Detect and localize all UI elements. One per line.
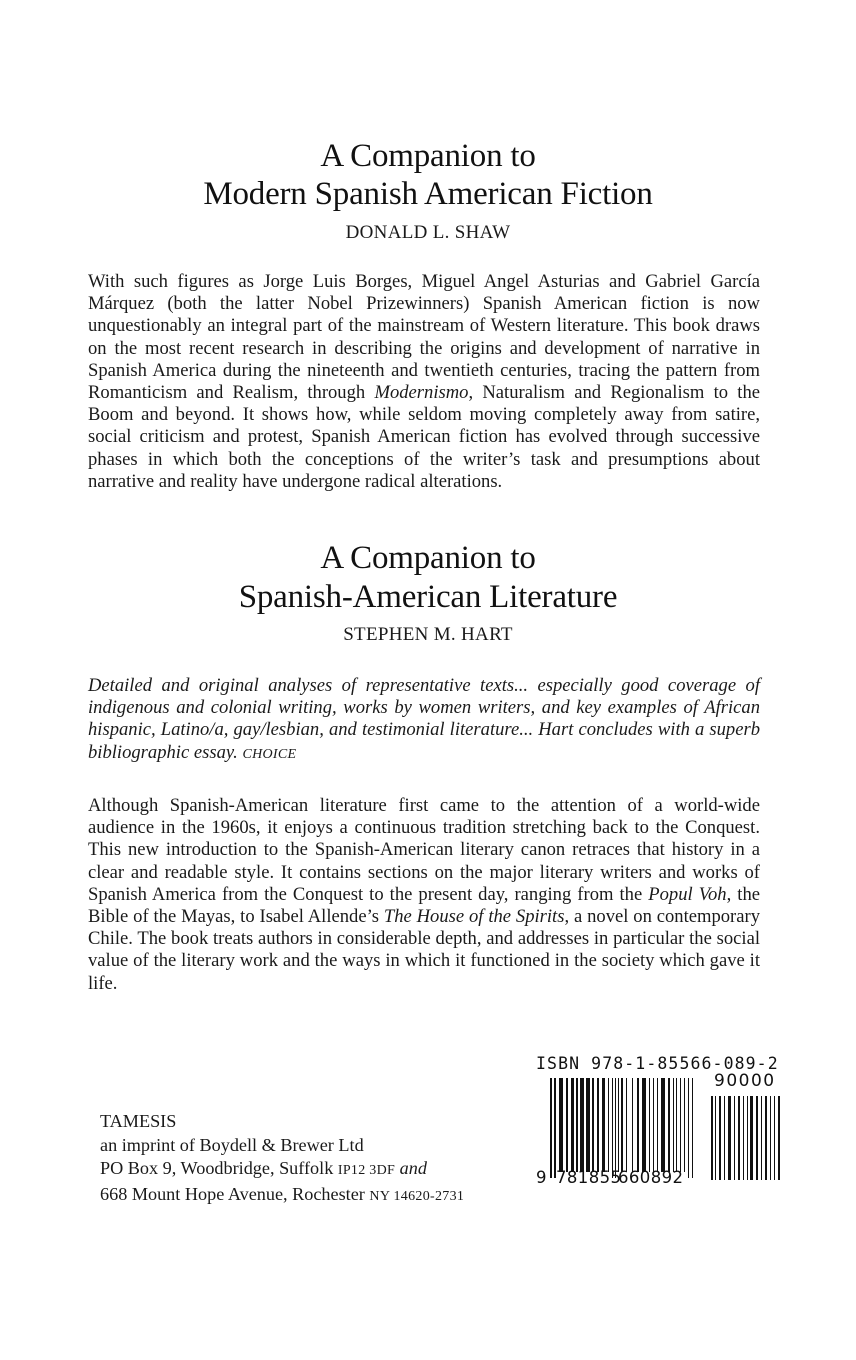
book1-description-text: With such figures as Jorge Luis Borges, Miguel Angel Asturias and Gabriel García Márquez (both the latter Nobel Prizewinners) Spanish American fiction is now unquestionably an integral part of the mainstream of Western literature. This book draws on the most recent research in describing the origins and development of narrative in Spanish America during the nineteenth and twentieth centuries, tracing the pattern from Romanticism and Realism, through <box>88 271 760 404</box>
address-uk-street: PO Box 9, Woodbridge, Suffolk <box>100 1158 338 1178</box>
book2-title-line2: Spanish-American Literature <box>238 579 618 615</box>
book2-author: STEPHEN M. HART <box>343 624 513 645</box>
ean-first-digit: 9 <box>536 1168 547 1187</box>
book1-title-line1: A Companion to <box>320 138 536 174</box>
publisher-block <box>100 1110 464 1208</box>
address-us-street: 668 Mount Hope Avenue, Rochester <box>100 1183 370 1204</box>
book2-description-text: Although Spanish-American literature first came to the attention of a world-wide audience in the 1960s, it enjoys a continuous tradition stretching back to the Conquest. This new introduction to the Spanish-American literary canon retraces that history in a clear and readable style. It contains sections on the major literary writers and works of Spanish America from the Conquest to the present day, ranging from the <box>88 795 760 905</box>
isbn-barcode <box>536 1054 786 1194</box>
book2-description-italic-popul-voh: Popul Voh <box>648 883 727 905</box>
ean-left-digits: 781855 <box>556 1168 622 1187</box>
book1-description-text-cont: , Naturalism and Regionalism to the Boom and beyond. It shows how, while seldom moving completely away from satire, social criticism and protest, Spanish American fiction has evolved through successive phases in which both the conceptions of the writer’s task and presumptions about narrative and reality have undergone radical alterations. <box>88 382 761 492</box>
publisher-address-uk <box>100 1157 464 1183</box>
book1-author: DONALD L. SHAW <box>345 222 511 243</box>
ean-digits <box>536 1168 683 1187</box>
address-and: and <box>399 1158 427 1178</box>
book2-review <box>88 675 760 766</box>
book2-description <box>88 795 760 995</box>
address-us-postcode: NY 14620-2731 <box>369 1188 465 1204</box>
review-quote: Detailed and original analyses of representative texts... especially good coverage of indigenous and colonial writing, works by women writers, and key examples of African hispanic, Latino/a, gay/lesbian, and testimonial literature... Hart concludes with a superb bibliographic essay. <box>88 675 760 763</box>
book2-description-text-cont: , the Bible of the Mayas, to Isabel Allende’s <box>88 883 760 928</box>
publisher-imprint: an imprint of Boydell & Brewer Ltd <box>100 1134 364 1155</box>
ean-right-digits: 660892 <box>618 1168 684 1187</box>
book1-title-line2: Modern Spanish American Fiction <box>203 176 653 212</box>
isbn-label: ISBN 978-1-85566-089-2 <box>536 1054 779 1073</box>
book2-description-italic-house-of-spirits: The House of the Spirits <box>383 906 565 928</box>
book1-description <box>88 271 760 493</box>
book2-description-text-end: , a novel on contemporary Chile. The book treats authors in considerable depth, and addresses in particular the social value of the literary work and the ways in which it functioned in the society which gave it life. <box>88 906 760 994</box>
addon-digits: 90000 <box>714 1071 776 1091</box>
publisher-address-us <box>100 1183 464 1209</box>
book2-title-line1: A Companion to <box>320 540 536 576</box>
review-source: CHOICE <box>242 746 297 762</box>
address-uk-postcode: IP12 3DF <box>337 1163 396 1178</box>
book1-description-italic-modernismo: Modernismo <box>374 382 469 404</box>
publisher-name: TAMESIS <box>100 1111 177 1131</box>
